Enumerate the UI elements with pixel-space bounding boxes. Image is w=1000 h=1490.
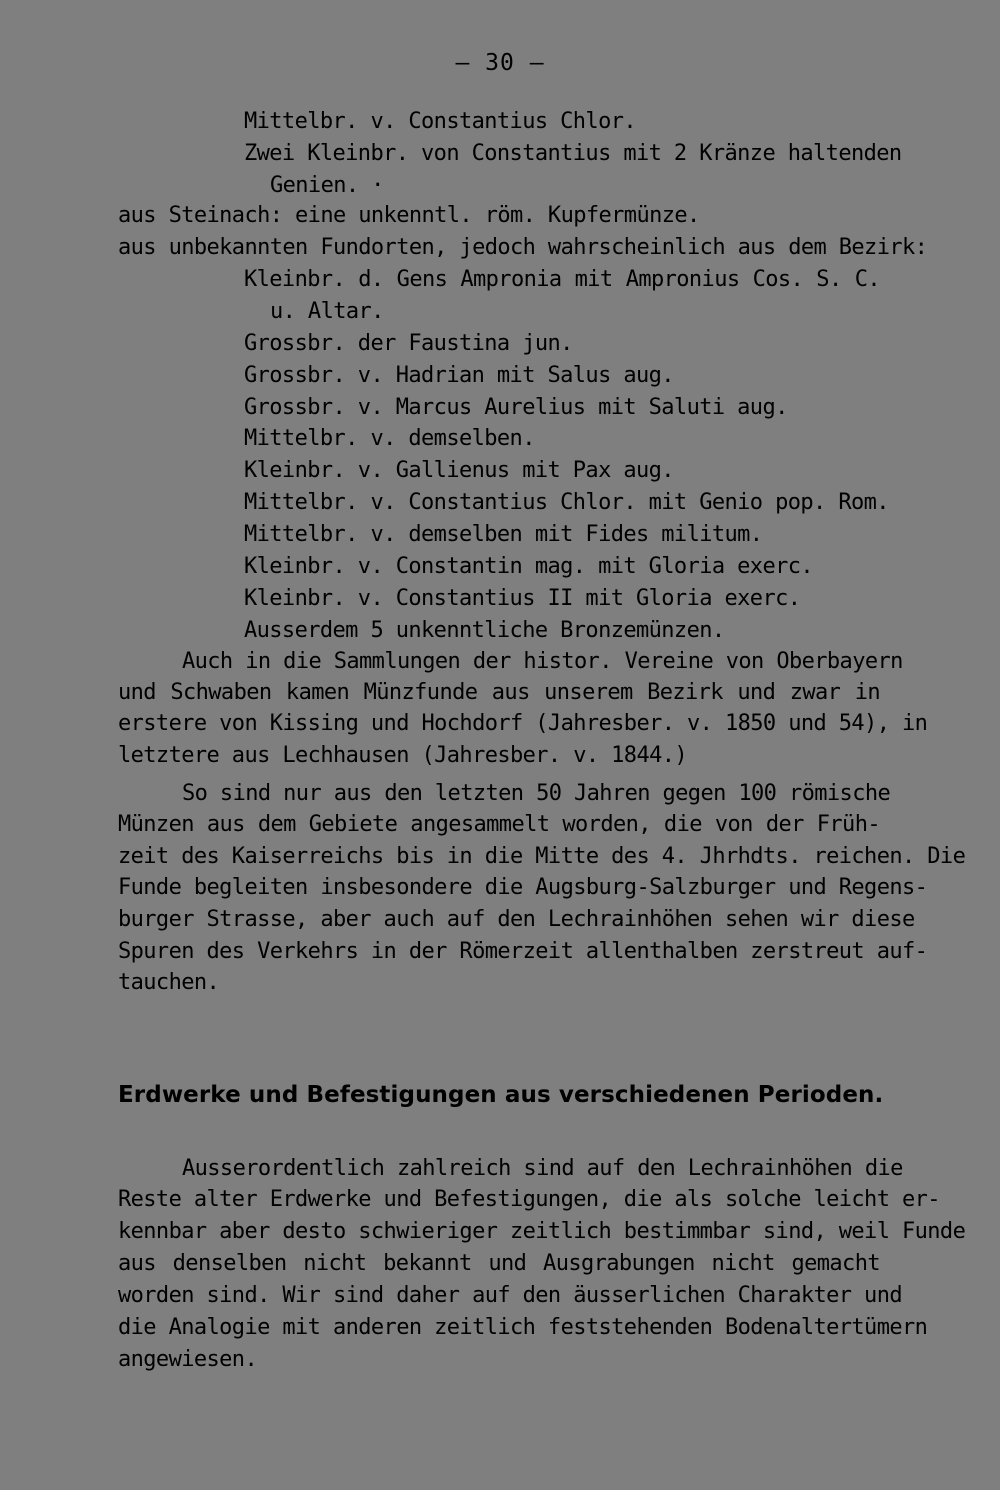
list-item: Ausserdem 5 unkenntliche Bronzemünzen. — [244, 618, 725, 643]
text-line: Reste alter Erdwerke und Befestigungen, die als solche leicht er- — [118, 1187, 940, 1212]
text-line: angewiesen. — [118, 1347, 258, 1372]
list-item: Genien. · — [270, 173, 384, 198]
list-item: Mittelbr. v. Constantius Chlor. mit Genio pop. Rom. — [244, 490, 889, 515]
list-item: Grossbr. v. Hadrian mit Salus aug. — [244, 363, 674, 388]
text-line: Münzen aus dem Gebiete angesammelt worden, die von der Früh- — [118, 812, 880, 837]
text-line: und Schwaben kamen Münzfunde aus unserem Bezirk und zwar in — [118, 680, 880, 705]
text-line: Auch in die Sammlungen der histor. Vereine von Oberbayern — [182, 649, 903, 674]
page-number: — 30 — — [455, 50, 545, 76]
text-line: kennbar aber desto schwieriger zeitlich bestimmbar sind, weil Funde — [118, 1219, 966, 1244]
list-item: Mittelbr. v. Constantius Chlor. — [244, 109, 636, 134]
text-line: Spuren des Verkehrs in der Römerzeit allenthalben zerstreut auf- — [118, 939, 928, 964]
list-item: Kleinbr. v. Constantin mag. mit Gloria exerc. — [244, 554, 814, 579]
list-item: aus Steinach: eine unkenntl. röm. Kupfermünze. — [118, 203, 700, 228]
list-item: Grossbr. der Faustina jun. — [244, 331, 573, 356]
list-item: Mittelbr. v. demselben. — [244, 426, 535, 451]
text-line: zeit des Kaiserreichs bis in die Mitte des 4. Jhrhdts. reichen. Die — [118, 844, 966, 869]
list-item: Mittelbr. v. demselben mit Fides militum. — [244, 522, 763, 547]
list-item: Grossbr. v. Marcus Aurelius mit Saluti aug. — [244, 395, 788, 420]
list-item: u. Altar. — [270, 299, 384, 324]
list-item: Kleinbr. v. Gallienus mit Pax aug. — [244, 458, 674, 483]
text-line: worden sind. Wir sind daher auf den äusserlichen Charakter und — [118, 1283, 902, 1308]
list-item: aus unbekannten Fundorten, jedoch wahrscheinlich aus dem Bezirk: — [118, 235, 928, 260]
text-line: die Analogie mit anderen zeitlich feststehenden Bodenaltertümern — [118, 1315, 928, 1340]
text-line: burger Strasse, aber auch auf den Lechrainhöhen sehen wir diese — [118, 907, 915, 932]
list-item: Kleinbr. d. Gens Ampronia mit Ampronius Cos. S. C. — [244, 267, 880, 292]
text-line: tauchen. — [118, 970, 220, 995]
text-line: Ausserordentlich zahlreich sind auf den Lechrainhöhen die — [182, 1156, 903, 1181]
text-line: Funde begleiten insbesondere die Augsburg-Salzburger und Regens- — [118, 875, 928, 900]
list-item: Kleinbr. v. Constantius II mit Gloria exerc. — [244, 586, 801, 611]
text-line: erstere von Kissing und Hochdorf (Jahresber. v. 1850 und 54), in — [118, 711, 928, 736]
section-heading: Erdwerke und Befestigungen aus verschiedenen Perioden. — [118, 1082, 884, 1108]
text-line: So sind nur aus den letzten 50 Jahren gegen 100 römische — [182, 781, 891, 806]
text-line: aus denselben nicht bekannt und Ausgrabungen nicht gemacht — [118, 1251, 880, 1276]
text-line: letztere aus Lechhausen (Jahresber. v. 1844.) — [118, 743, 688, 768]
list-item: Zwei Kleinbr. von Constantius mit 2 Kränze haltenden — [244, 141, 902, 166]
